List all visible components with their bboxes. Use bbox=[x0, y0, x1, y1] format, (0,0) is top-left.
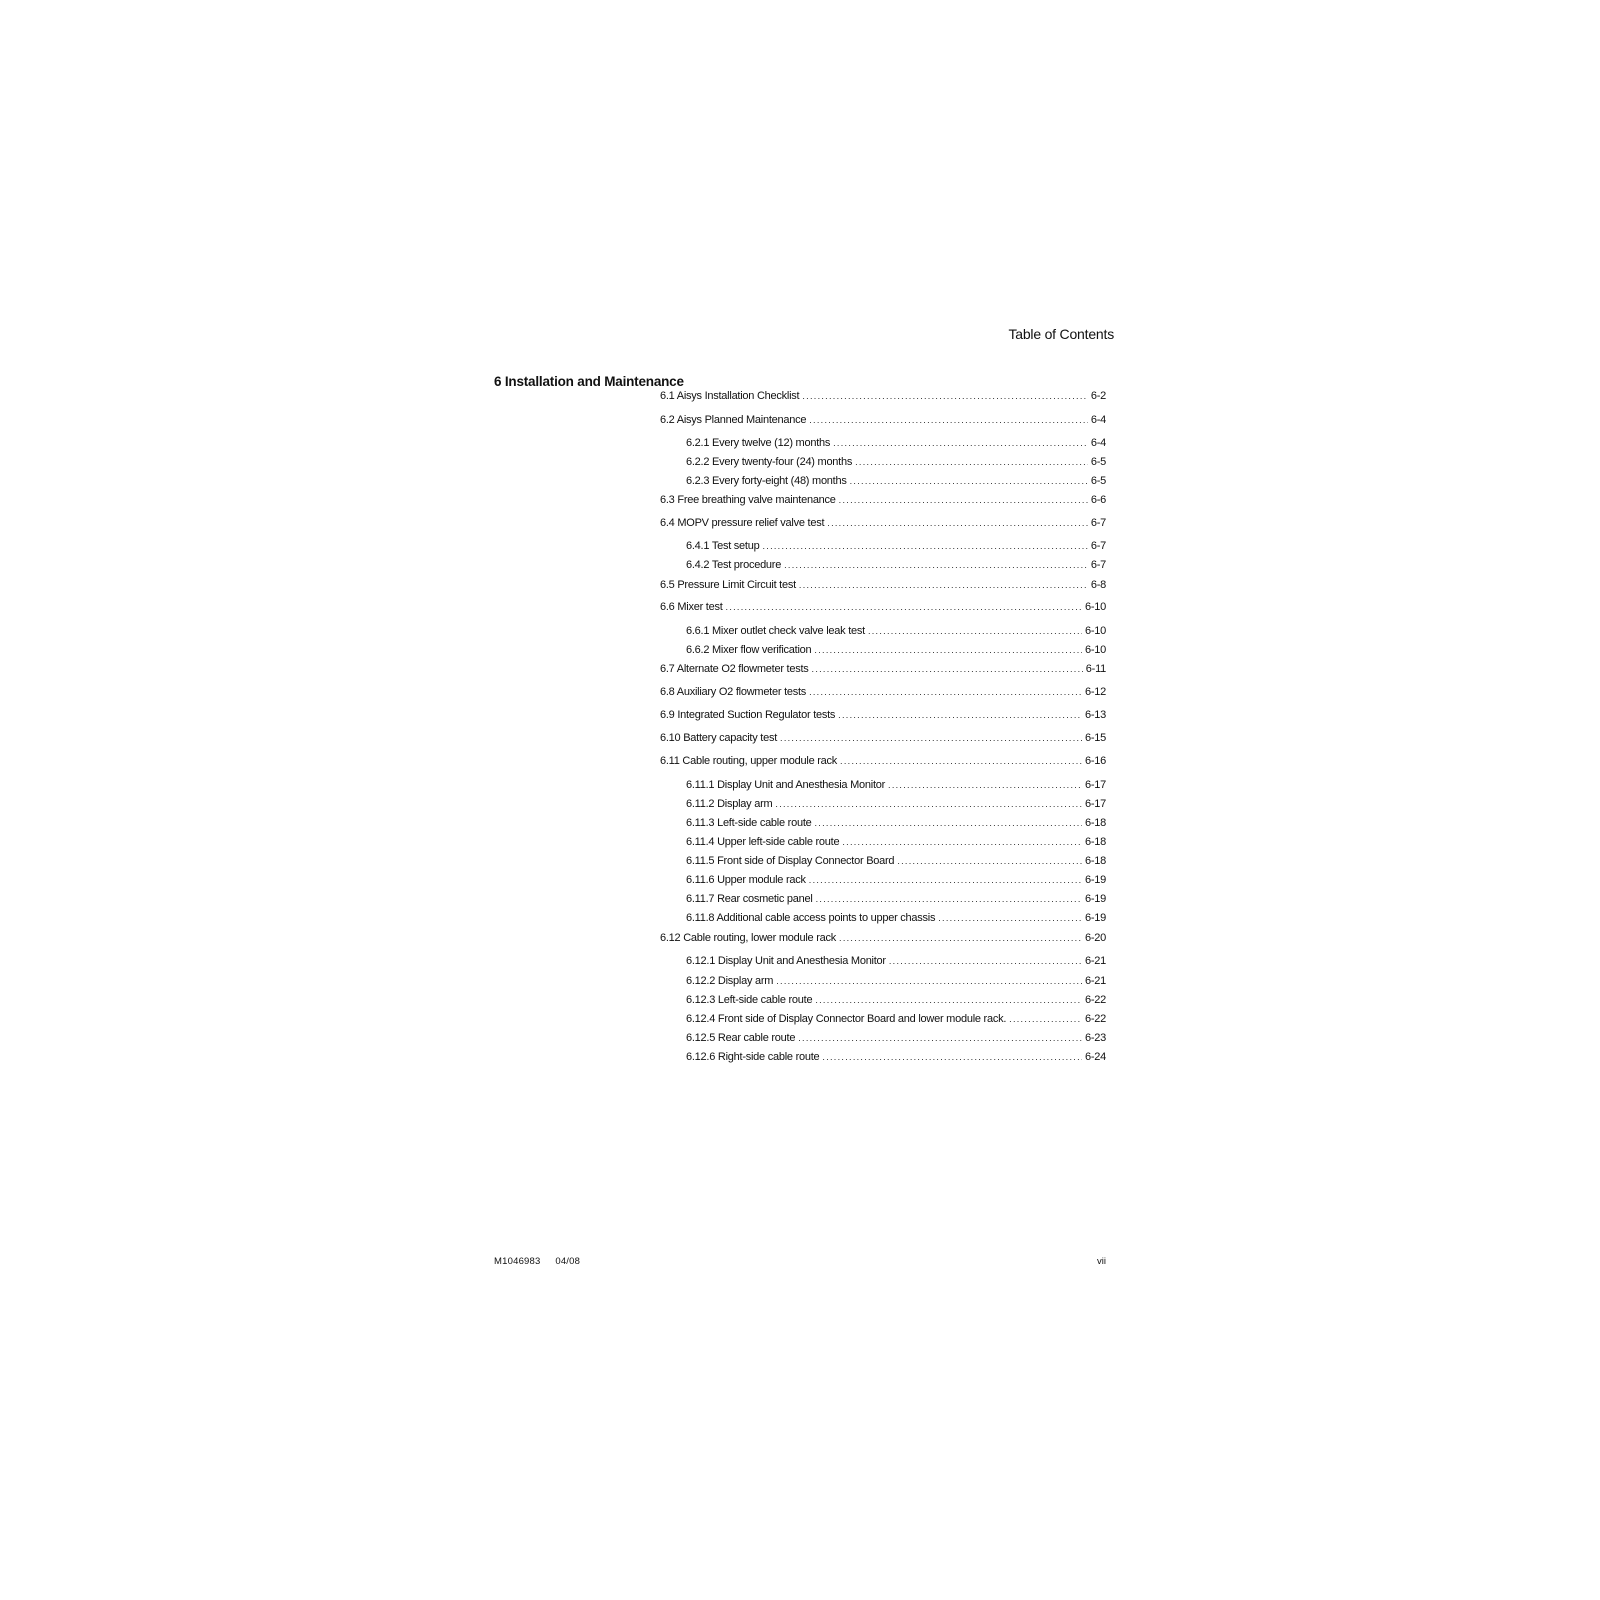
toc-dot-leader bbox=[809, 415, 1088, 425]
toc-entry-page: 6-10 bbox=[1084, 625, 1106, 637]
toc-entry-title: 6.12.3 Left-side cable route bbox=[686, 994, 813, 1006]
toc-entry-title: 6.10 Battery capacity test bbox=[660, 732, 778, 744]
toc-entry-page: 6-22 bbox=[1084, 994, 1106, 1006]
toc-entry-page: 6-4 bbox=[1090, 437, 1106, 449]
toc-entry-title: 6.11.1 Display Unit and Anesthesia Monitor bbox=[686, 779, 886, 791]
toc-entry[interactable] bbox=[660, 390, 1106, 406]
page-number: vii bbox=[1097, 1256, 1106, 1267]
toc-dot-leader bbox=[812, 664, 1083, 674]
toc-entry[interactable] bbox=[660, 414, 1106, 430]
toc-entry-page: 6-5 bbox=[1090, 475, 1106, 487]
toc-entry-page: 6-16 bbox=[1084, 755, 1106, 767]
toc-dot-leader bbox=[814, 645, 1082, 655]
toc-entry-page: 6-10 bbox=[1084, 644, 1106, 656]
toc-dot-leader bbox=[799, 580, 1088, 590]
toc-entry[interactable] bbox=[660, 732, 1106, 748]
document-number: M1046983 bbox=[494, 1256, 541, 1267]
toc-entry-page: 6-22 bbox=[1084, 1013, 1106, 1025]
toc-entry[interactable] bbox=[686, 779, 1106, 795]
toc-entry-page: 6-13 bbox=[1084, 709, 1106, 721]
toc-entry-page: 6-7 bbox=[1090, 517, 1106, 529]
toc-entry-title: 6.2 Aisys Planned Maintenance bbox=[660, 414, 807, 426]
toc-dot-leader bbox=[839, 933, 1082, 943]
toc-entry[interactable] bbox=[660, 663, 1106, 679]
toc-dot-leader bbox=[784, 560, 1088, 570]
toc-entry[interactable] bbox=[686, 798, 1106, 814]
toc-dot-leader bbox=[938, 913, 1082, 923]
toc-entry-title: 6.4 MOPV pressure relief valve test bbox=[660, 517, 825, 529]
toc-entry-title: 6.2.3 Every forty-eight (48) months bbox=[686, 475, 847, 487]
toc-dot-leader bbox=[780, 733, 1082, 743]
toc-entry-page: 6-17 bbox=[1084, 779, 1106, 791]
toc-entry-title: 6.6 Mixer test bbox=[660, 601, 723, 613]
toc-dot-leader bbox=[802, 391, 1087, 401]
toc-dot-leader bbox=[850, 476, 1088, 486]
toc-dot-leader bbox=[776, 976, 1082, 986]
toc-dot-leader bbox=[840, 756, 1082, 766]
toc-entry[interactable] bbox=[660, 686, 1106, 702]
toc-entry-page: 6-17 bbox=[1084, 798, 1106, 810]
toc-entry-title: 6.1 Aisys Installation Checklist bbox=[660, 390, 800, 402]
toc-entry-title: 6.4.1 Test setup bbox=[686, 540, 760, 552]
toc-entry-title: 6.12 Cable routing, lower module rack bbox=[660, 932, 837, 944]
toc-entry[interactable] bbox=[660, 932, 1106, 948]
toc-dot-leader bbox=[815, 995, 1082, 1005]
toc-entry-page: 6-19 bbox=[1084, 912, 1106, 924]
toc-entry-page: 6-21 bbox=[1084, 955, 1106, 967]
toc-entry-page: 6-23 bbox=[1084, 1032, 1106, 1044]
section-heading: 6 Installation and Maintenance bbox=[494, 374, 684, 389]
toc-entry[interactable] bbox=[660, 601, 1106, 617]
running-header-title: Table of Contents bbox=[1008, 326, 1114, 342]
footer-doc-info bbox=[494, 1256, 580, 1267]
toc-entry[interactable] bbox=[686, 893, 1106, 909]
toc-entry-title: 6.11.7 Rear cosmetic panel bbox=[686, 893, 813, 905]
toc-entry-title: 6.12.6 Right-side cable route bbox=[686, 1051, 820, 1063]
toc-entry-title: 6.2.1 Every twelve (12) months bbox=[686, 437, 831, 449]
toc-entry[interactable] bbox=[686, 475, 1106, 491]
toc-entry-title: 6.8 Auxiliary O2 flowmeter tests bbox=[660, 686, 807, 698]
toc-dot-leader bbox=[1009, 1014, 1082, 1024]
toc-entry[interactable] bbox=[686, 559, 1106, 575]
toc-entry-page: 6-12 bbox=[1084, 686, 1106, 698]
toc-entry[interactable] bbox=[686, 625, 1106, 641]
toc-dot-leader bbox=[815, 818, 1082, 828]
toc-entry-page: 6-21 bbox=[1084, 975, 1106, 987]
toc-entry[interactable] bbox=[686, 912, 1106, 928]
toc-entry[interactable] bbox=[686, 1051, 1106, 1067]
toc-entry-title: 6.6.2 Mixer flow verification bbox=[686, 644, 812, 656]
toc-dot-leader bbox=[842, 837, 1082, 847]
toc-entry[interactable] bbox=[686, 437, 1106, 453]
toc-entry-page: 6-20 bbox=[1084, 932, 1106, 944]
toc-entry[interactable] bbox=[686, 975, 1106, 991]
toc-entry-title: 6.11.2 Display arm bbox=[686, 798, 773, 810]
toc-entry-page: 6-11 bbox=[1085, 663, 1106, 675]
toc-entry[interactable] bbox=[660, 709, 1106, 725]
toc-entry-title: 6.2.2 Every twenty-four (24) months bbox=[686, 456, 853, 468]
toc-entry-page: 6-24 bbox=[1084, 1051, 1106, 1063]
toc-dot-leader bbox=[838, 710, 1082, 720]
toc-entry-title: 6.11.6 Upper module rack bbox=[686, 874, 806, 886]
toc-entry-title: 6.6.1 Mixer outlet check valve leak test bbox=[686, 625, 865, 637]
toc-dot-leader bbox=[726, 602, 1082, 612]
toc-entry-title: 6.7 Alternate O2 flowmeter tests bbox=[660, 663, 809, 675]
toc-entry-page: 6-18 bbox=[1084, 836, 1106, 848]
toc-entry-page: 6-4 bbox=[1090, 414, 1106, 426]
toc-entry[interactable] bbox=[660, 517, 1106, 533]
toc-entry[interactable] bbox=[686, 836, 1106, 852]
toc-entry[interactable] bbox=[660, 755, 1106, 771]
toc-entry-page: 6-6 bbox=[1090, 494, 1106, 506]
toc-entry-title: 6.12.4 Front side of Display Connector Board and lower module rack. bbox=[686, 1013, 1007, 1025]
toc-entry-title: 6.12.5 Rear cable route bbox=[686, 1032, 796, 1044]
toc-entry-title: 6.11.8 Additional cable access points to upper chassis bbox=[686, 912, 936, 924]
toc-entry-title: 6.4.2 Test procedure bbox=[686, 559, 782, 571]
toc-entry-page: 6-18 bbox=[1084, 817, 1106, 829]
toc-entry[interactable] bbox=[686, 540, 1106, 556]
toc-dot-leader bbox=[888, 780, 1082, 790]
toc-entry-title: 6.11.5 Front side of Display Connector Board bbox=[686, 855, 895, 867]
toc-entry[interactable] bbox=[686, 955, 1106, 971]
toc-dot-leader bbox=[798, 1033, 1082, 1043]
toc-entry[interactable] bbox=[686, 1013, 1106, 1029]
toc-entry[interactable] bbox=[660, 494, 1106, 510]
toc-dot-leader bbox=[762, 541, 1087, 551]
toc-entry-page: 6-7 bbox=[1090, 540, 1106, 552]
toc-entry-page: 6-19 bbox=[1084, 893, 1106, 905]
toc-entry-page: 6-7 bbox=[1090, 559, 1106, 571]
toc-dot-leader bbox=[868, 626, 1082, 636]
toc-entry-page: 6-15 bbox=[1084, 732, 1106, 744]
toc-entry[interactable] bbox=[686, 456, 1106, 472]
toc-dot-leader bbox=[889, 956, 1082, 966]
toc-entry[interactable] bbox=[660, 579, 1106, 595]
toc-entry-page: 6-5 bbox=[1090, 456, 1106, 468]
toc-entry-title: 6.9 Integrated Suction Regulator tests bbox=[660, 709, 836, 721]
toc-entry-page: 6-18 bbox=[1084, 855, 1106, 867]
toc-entry-title: 6.11.3 Left-side cable route bbox=[686, 817, 812, 829]
toc-entry[interactable] bbox=[686, 994, 1106, 1010]
toc-dot-leader bbox=[775, 799, 1082, 809]
toc-entry-page: 6-10 bbox=[1084, 601, 1106, 613]
toc-entry[interactable] bbox=[686, 644, 1106, 660]
toc-dot-leader bbox=[809, 687, 1082, 697]
toc-entry-title: 6.12.2 Display arm bbox=[686, 975, 774, 987]
toc-dot-leader bbox=[897, 856, 1082, 866]
toc-dot-leader bbox=[822, 1052, 1082, 1062]
toc-dot-leader bbox=[855, 457, 1088, 467]
toc-entry-title: 6.12.1 Display Unit and Anesthesia Monitor bbox=[686, 955, 886, 967]
toc-entry-page: 6-8 bbox=[1090, 579, 1106, 591]
toc-entry-title: 6.11 Cable routing, upper module rack bbox=[660, 755, 838, 767]
toc-dot-leader bbox=[827, 518, 1088, 528]
toc-dot-leader bbox=[833, 438, 1088, 448]
toc-entry-page: 6-19 bbox=[1084, 874, 1106, 886]
toc-entry[interactable] bbox=[686, 855, 1106, 871]
toc-dot-leader bbox=[809, 875, 1082, 885]
toc-entry[interactable] bbox=[686, 874, 1106, 890]
toc-entry-title: 6.5 Pressure Limit Circuit test bbox=[660, 579, 796, 591]
toc-dot-leader bbox=[839, 495, 1088, 505]
toc-entry[interactable] bbox=[686, 817, 1106, 833]
toc-entry[interactable] bbox=[686, 1032, 1106, 1048]
toc-entry-page: 6-2 bbox=[1090, 390, 1106, 402]
toc-entry-title: 6.11.4 Upper left-side cable route bbox=[686, 836, 840, 848]
revision-date: 04/08 bbox=[555, 1256, 581, 1267]
toc-dot-leader bbox=[816, 894, 1082, 904]
toc-entry-title: 6.3 Free breathing valve maintenance bbox=[660, 494, 836, 506]
